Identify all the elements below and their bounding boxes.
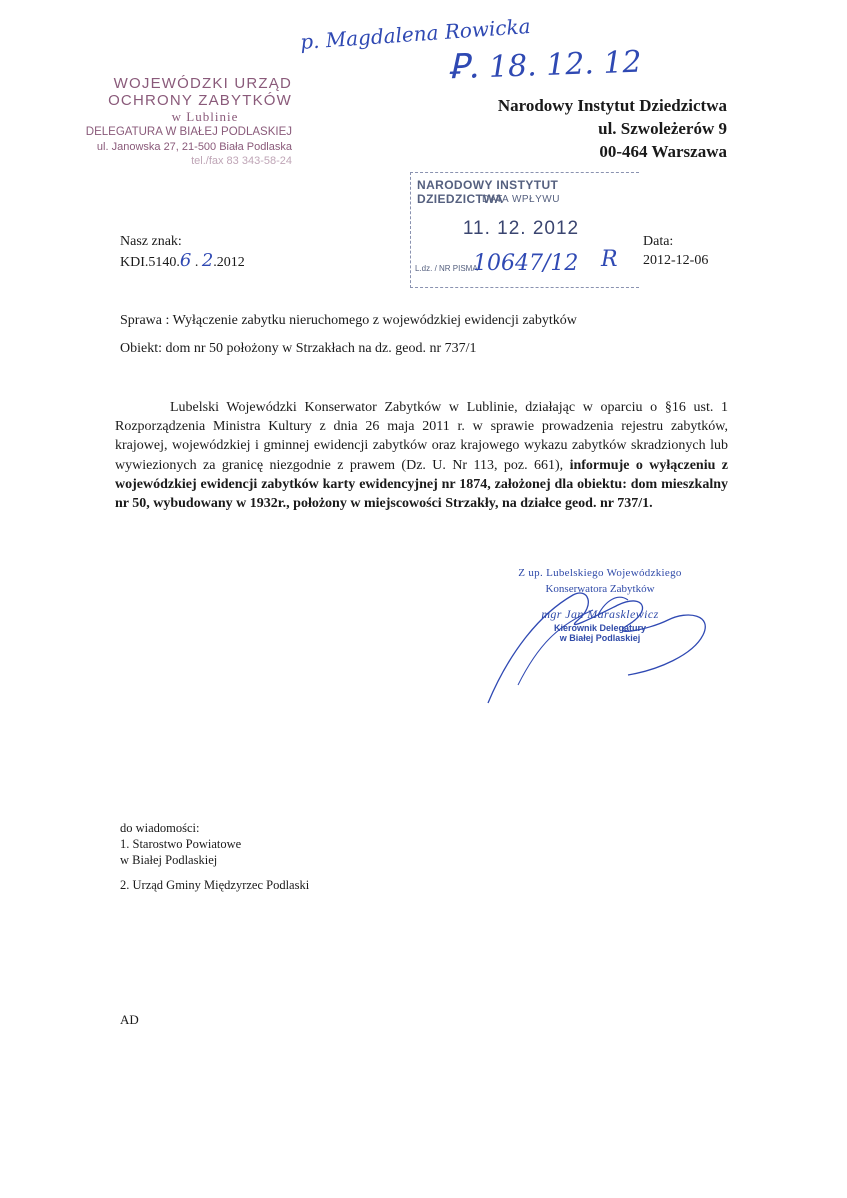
received-stamp-number: 10647/12 — [473, 251, 579, 276]
received-stamp-institution: NARODOWY INSTYTUT DZIEDZICTWA — [417, 178, 559, 206]
reference-value — [120, 251, 245, 272]
reference-hand-part1: 6 — [179, 250, 192, 271]
received-stamp-initials: R — [601, 247, 618, 272]
cc-item-1b: w Białej Podlaskiej — [120, 853, 218, 867]
sender-stamp-line3: w Lublinie — [171, 109, 239, 124]
letter-body — [115, 398, 728, 513]
footer-initials: AD — [120, 1012, 139, 1027]
sender-stamp — [78, 76, 292, 167]
recipient-name: Narodowy Instytut Dziedzictwa — [497, 96, 727, 115]
sender-stamp-line5: ul. Janowska 27, 21-500 Biała Podlaska — [96, 140, 292, 153]
reference-suffix: .2012 — [213, 255, 245, 270]
reference-block — [120, 232, 245, 272]
received-stamp — [410, 172, 639, 288]
reference-label: Nasz znak: — [120, 234, 182, 249]
signature-stamp-line2: Konserwatora Zabytków — [545, 583, 655, 595]
letter-body-bold: informuje o wyłączeniu z wojewódzkiej ewidencji zabytków karty ewidencyjnej nr 1874, założonej dla obiektu: dom mieszkalny nr 50, wybudowany w 1932r., położony w miejscowości Strzakły, na działce geod. nr 737/1. — [115, 457, 728, 512]
sender-stamp-line4: DELEGATURA W BIAŁEJ PODLASKIEJ — [85, 126, 292, 138]
received-stamp-number-label: L.dz. / NR PISMA — [415, 264, 478, 273]
handwritten-date — [447, 41, 642, 88]
letter-body-normal: Lubelski Wojewódzki Konserwator Zabytków w Lublinie, działając w oparciu o §16 ust. 1 Rozporządzenia Ministra Kultury z dnia 26 maja 2011 r. w sprawie prowadzenia rejestru zabytków, krajowej, wojewódzkiej i gminnej ewidencji zabytków oraz krajowego wykazu zabytków skradzionych lub wywiezionych za granicę niezgodnie z prawem (Dz. U. Nr 113, poz. 661), — [115, 400, 728, 473]
received-stamp-label: DATA WPŁYWU — [482, 194, 560, 205]
handwritten-date-value: 18. 12. 12 — [488, 44, 643, 85]
sender-stamp-line2: OCHRONY ZABYTKÓW — [108, 92, 292, 109]
signature-stamp — [500, 567, 700, 643]
reference-hand-part2: 2 — [201, 250, 214, 271]
signature-stamp-position: Kierownik Delegatury — [553, 623, 647, 633]
recipient-address — [498, 94, 727, 163]
object-line: Obiekt: dom nr 50 położony w Strzakłach na dz. geod. nr 737/1 — [120, 341, 477, 356]
date-value: 2012-12-06 — [643, 253, 709, 268]
signature-stamp-line1: Z up. Lubelskiego Wojewódzkiego — [518, 567, 682, 579]
cc-block — [120, 820, 309, 893]
subject-line: Sprawa : Wyłączenie zabytku nieruchomego z wojewódzkiej ewidencji zabytków — [120, 313, 577, 328]
reference-separator: . — [194, 255, 199, 270]
cc-label: do wiadomości: — [120, 821, 200, 835]
recipient-city: 00-464 Warszawa — [599, 142, 727, 161]
signature-stamp-location: w Białej Podlaskiej — [559, 633, 641, 643]
received-stamp-date: 11. 12. 2012 — [462, 218, 580, 239]
recipient-street: ul. Szwoleżerów 9 — [598, 119, 727, 138]
signature-stamp-name: mgr Jan Marasklewicz — [541, 607, 659, 621]
cc-item-2: 2. Urząd Gminy Międzyrzec Podlaski — [120, 878, 310, 892]
handwritten-date-mark: Ꝑ. — [447, 46, 481, 88]
date-label: Data: — [643, 234, 674, 249]
date-block — [643, 232, 708, 270]
cc-item-1a: 1. Starostwo Powiatowe — [120, 837, 242, 851]
handwritten-note: p. Magdalena Rowicka — [299, 13, 532, 55]
sender-stamp-line6: tel./fax 83 343-58-24 — [191, 154, 292, 167]
reference-prefix: KDI.5140. — [120, 255, 180, 270]
sender-stamp-line1: WOJEWÓDZKI URZĄD — [113, 75, 292, 92]
